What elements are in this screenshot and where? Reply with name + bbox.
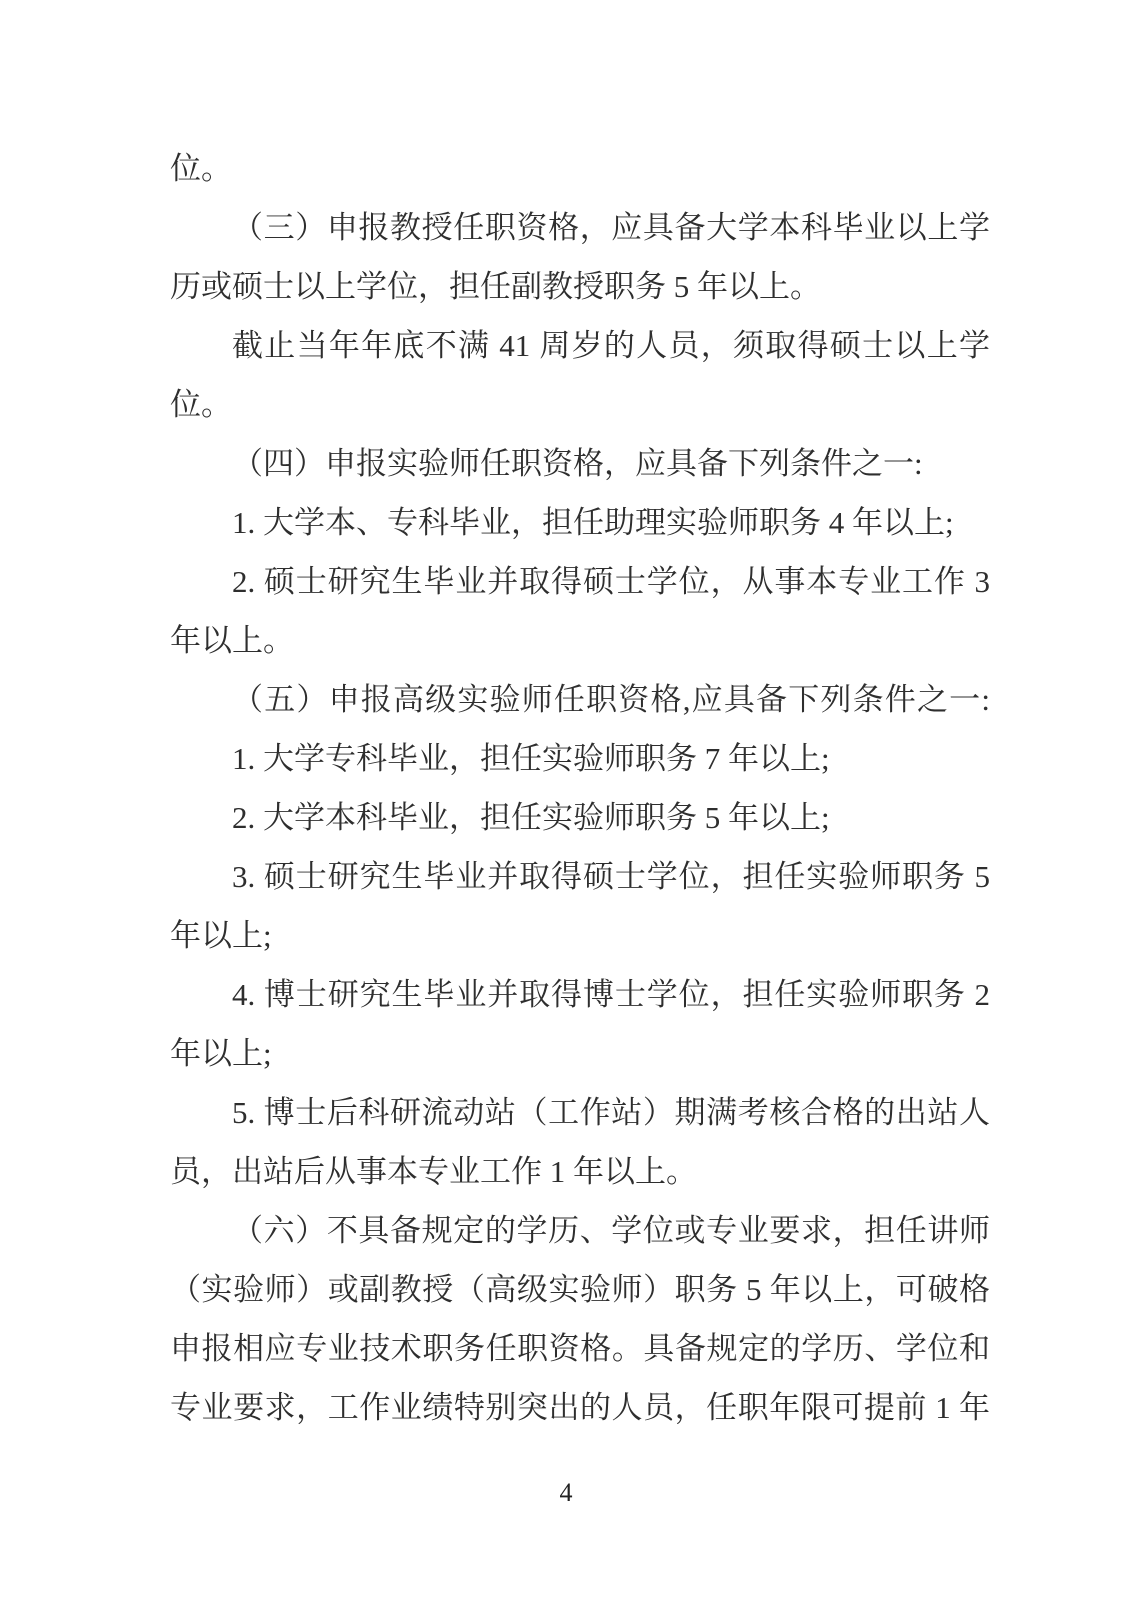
text-line: （实验师）或副教授（高级实验师）职务 5 年以上，可破格 xyxy=(170,1272,990,1307)
text-line: 1. 大学本、专科毕业，担任助理实验师职务 4 年以上; xyxy=(232,505,954,540)
text-line: 3. 硕士研究生毕业并取得硕士学位，担任实验师职务 5 xyxy=(232,859,990,894)
text-line: 截止当年年底不满 41 周岁的人员，须取得硕士以上学 xyxy=(232,328,990,363)
text-line: 专业要求，工作业绩特别突出的人员，任职年限可提前 1 年 xyxy=(170,1390,990,1425)
text-line: （三）申报教授任职资格，应具备大学本科毕业以上学 xyxy=(232,210,990,245)
text-line: 2. 硕士研究生毕业并取得硕士学位，从事本专业工作 3 xyxy=(232,564,990,599)
text-line: 申报相应专业技术职务任职资格。具备规定的学历、学位和 xyxy=(170,1331,990,1366)
text-line: 年以上; xyxy=(170,918,272,953)
text-line: （四）申报实验师任职资格，应具备下列条件之一: xyxy=(232,446,923,481)
text-line: 位。 xyxy=(170,151,232,186)
text-line: 4. 博士研究生毕业并取得博士学位，担任实验师职务 2 xyxy=(232,977,990,1012)
text-line: （六）不具备规定的学历、学位或专业要求，担任讲师 xyxy=(232,1213,990,1248)
page-number: 4 xyxy=(559,1478,573,1507)
text-line: 年以上。 xyxy=(170,623,294,658)
text-line: 1. 大学专科毕业，担任实验师职务 7 年以上; xyxy=(232,741,830,776)
text-line: （五）申报高级实验师任职资格,应具备下列条件之一: xyxy=(232,682,990,717)
document-body xyxy=(170,139,990,1437)
text-line: 位。 xyxy=(170,387,232,422)
text-line: 员，出站后从事本专业工作 1 年以上。 xyxy=(170,1154,697,1189)
text-line: 年以上; xyxy=(170,1036,272,1071)
text-line: 5. 博士后科研流动站（工作站）期满考核合格的出站人 xyxy=(232,1095,990,1130)
text-line: 历或硕士以上学位，担任副教授职务 5 年以上。 xyxy=(170,269,821,304)
text-line: 2. 大学本科毕业，担任实验师职务 5 年以上; xyxy=(232,800,830,835)
